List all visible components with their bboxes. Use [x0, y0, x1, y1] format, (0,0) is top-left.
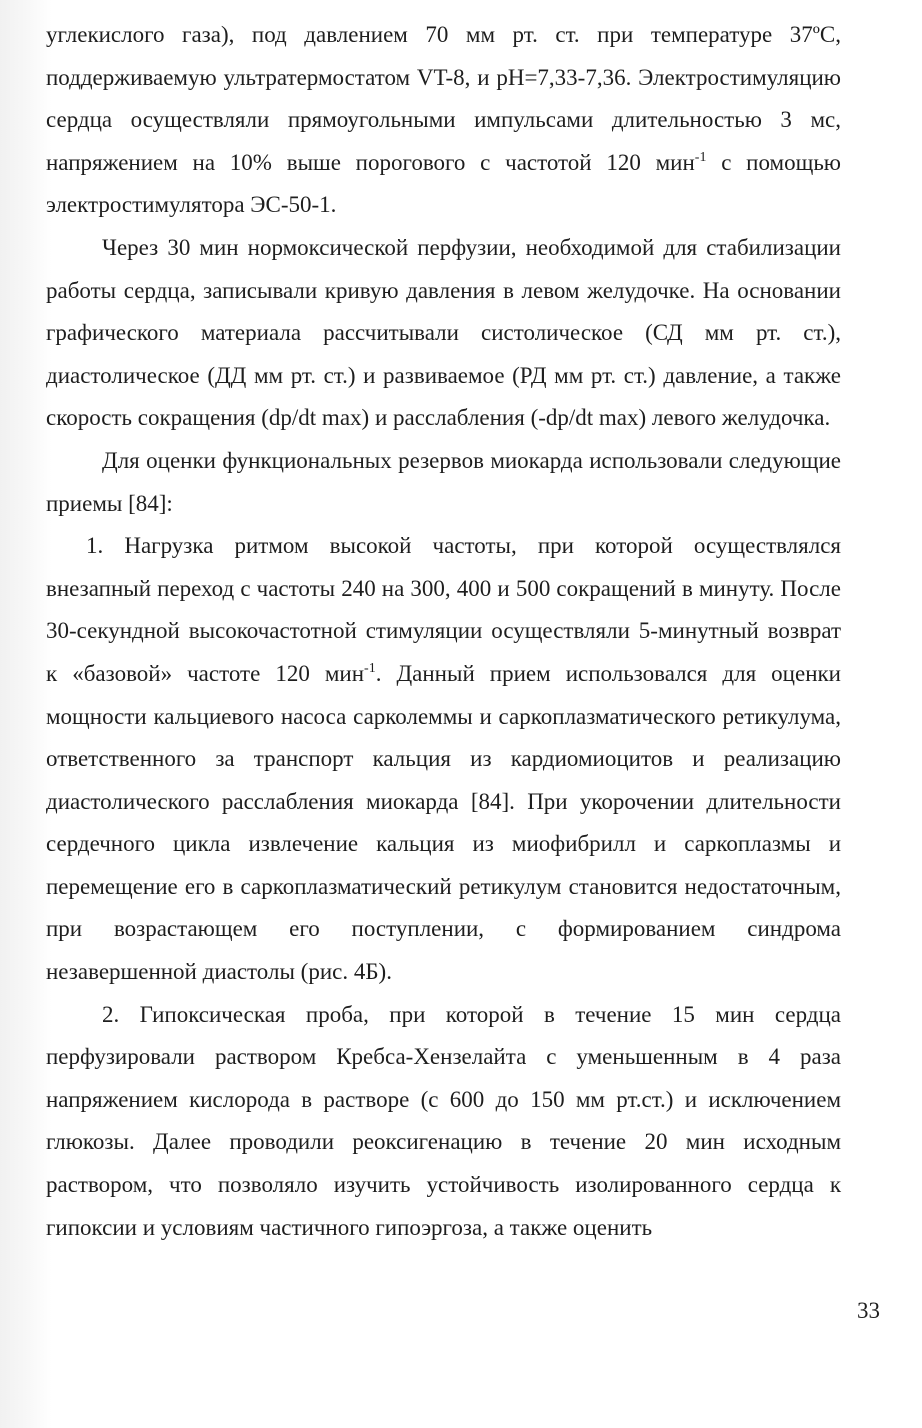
paragraph-text: с помощью электростимулятора ЭС-50-1.: [46, 149, 841, 218]
paragraph-text: 1. Нагрузка ритмом высокой частоты, при которой осуществлялся внезапный переход с частоты 240 на 300, 400 и 500 сокращений в минуту. После 30-секундной высокочастотной стимуляции осуществляли 5-минутный возврат к «базовой» частоте 120 мин: [46, 533, 841, 686]
paragraph-reserves-intro: Для оценки функциональных резервов миокарда использовали следующие приемы [84]:: [46, 447, 841, 516]
paragraph-text: углекислого газа), под давлением 70 мм рт. ст. при температуре 37ºС, поддерживаемую ультратермостатом VT-8, и рН=7,33-7,36. Электростимуляцию сердца осуществляли прямоугольными импульсами длительностью 3 мс, напряжением на 10% выше порогового с частотой 120 мин: [46, 22, 841, 175]
paragraph-text: . Данный прием использовался для оценки мощности кальциевого насоса сарколеммы и саркоплазматического ретикулума, ответственного за транспорт кальция из кардиомиоцитов и реализацию диастолического расслабления миокарда [84]. При укорочении длительности сердечного цикла извлечение кальция из миофибрилл и саркоплазмы и перемещение его в саркоплазматический ретикулум становится недостаточным, при возрастающем его поступлении, с формированием синдрома незавершенной диастолы (рис. 4Б).: [46, 660, 841, 985]
scan-shadow-edge: [0, 0, 52, 1428]
body-text: [46, 14, 841, 1249]
page-number: 33: [857, 1298, 880, 1323]
superscript: -1: [364, 660, 376, 676]
list-item-high-frequency-load: [46, 525, 841, 994]
list-item-hypoxic-test: 2. Гипоксическая проба, при которой в течение 15 мин сердца перфузировали раствором Кребса-Хензелайта с уменьшенным в 4 раза напряжением кислорода в растворе (с 600 до 150 мм рт.ст.) и исключением глюкозы. Далее проводили реоксигенацию в течение 20 мин исходным раствором, что позволяло изучить устойчивость изолированного сердца к гипоксии и условиям частичного гипоэргоза, а также оценить: [46, 1001, 841, 1240]
superscript: -1: [694, 149, 707, 165]
paragraph-perfusion-conditions: [46, 14, 841, 227]
paragraph-pressure-recording: Через 30 мин нормоксической перфузии, необходимой для стабилизации работы сердца, записывали кривую давления в левом желудочке. На основании графического материала рассчитывали систолическое (СД мм рт. ст.), диастолическое (ДД мм рт. ст.) и развиваемое (РД мм рт. ст.) давление, а также скорость сокращения (dp/dt max) и расслабления (-dp/dt max) левого желудочка.: [46, 234, 841, 431]
